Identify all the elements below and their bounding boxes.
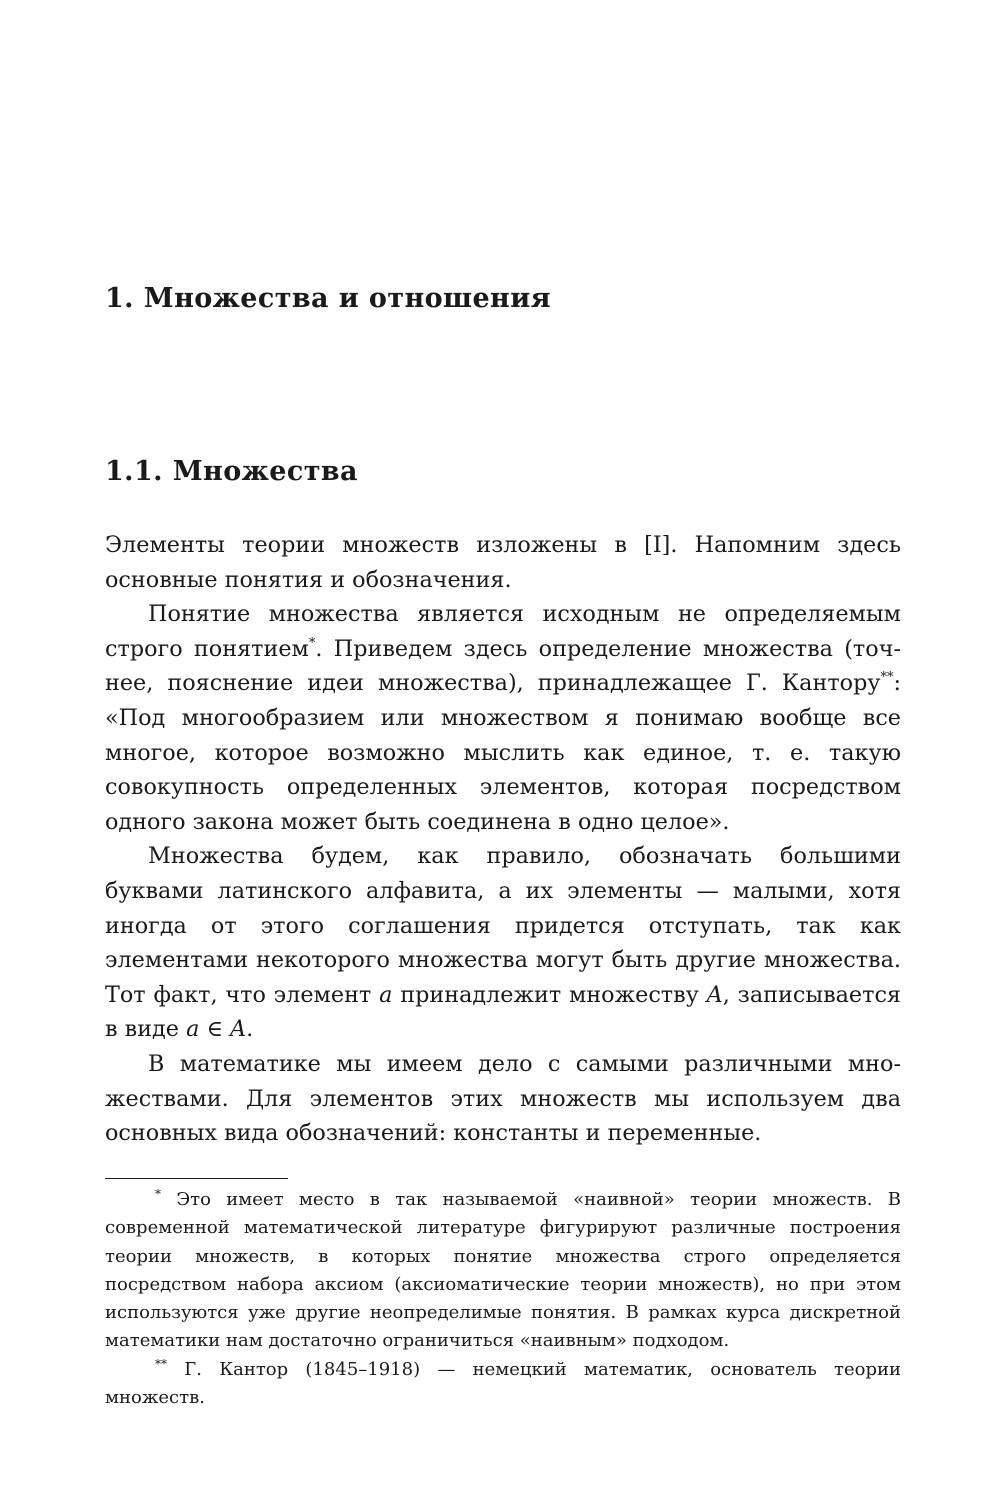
paragraph-text: принадлежит множеству [400, 981, 699, 1008]
math-expression: a ∈ A [186, 1016, 247, 1043]
paragraph-constants-variables: В математике мы имеем дело с самыми различными множествами. Для элементов этих множеств мы используем два основных вида обозначений: константы и переменные. [105, 1050, 901, 1147]
paragraph-cantor-definition [105, 597, 901, 839]
paragraph-notation [105, 839, 901, 1047]
paragraph-intro: Элементы теории множеств изложены в [I]. Напомним здесь основные понятия и обозначения. [105, 532, 901, 593]
footnote-text: Г. Кантор (1845–1918) — немецкий математик, основатель теории множеств. [105, 1358, 901, 1409]
section-title: 1.1. Множества [105, 456, 358, 487]
paragraph-text: . [246, 1016, 254, 1043]
paragraph-text: . Приведем здесь определение множества (точнее, пояснение идеи множества), принадлежащее Г. Кантору [105, 635, 901, 697]
math-variable: a [379, 981, 393, 1008]
footnote-mark-2: ** [880, 670, 894, 686]
body-text [105, 528, 901, 1151]
paragraph-text: Множества будем, как правило, обозначать большими буквами латинского алфавита, а их элементы — малыми, хотя иногда от этого соглашения придется отступать, так как элементами некоторого множества могут быть другие множества. Тот факт, что элемент [105, 843, 901, 1008]
footnote-divider [105, 1178, 288, 1179]
chapter-title: 1. Множества и отношения [105, 283, 551, 314]
paragraph-text: , записывается в виде [105, 981, 901, 1043]
footnotes [105, 1186, 901, 1412]
footnote-2 [105, 1356, 901, 1413]
footnote-marker: * [155, 1187, 161, 1201]
footnote-marker: ** [155, 1356, 167, 1371]
footnote-1 [105, 1186, 901, 1356]
paragraph-text: : «Под многообразием или множеством я понимаю вообще все многое, которое возможно мыслить как единое, т. е. такую совокупность определенных элементов, которая посредством одного закона может быть соединена в одно целое». [105, 670, 901, 835]
footnote-mark-1: * [308, 635, 316, 651]
paragraph-text: Понятие множества является исходным не определяемым строго понятием [105, 601, 901, 662]
footnote-text: Это имеет место в так называемой «наивной» теории множеств. В современной математической литературе фигурируют различные построения теории множеств, в которых понятие множества строго определяется посредством набора аксиом (аксиоматические теории множеств), но при этом используются уже другие неопределимые понятия. В рамках курса дискретной математики нам достаточно ограничиться «наивным» подходом. [105, 1189, 901, 1352]
page [105, 0, 901, 1494]
math-variable: A [706, 981, 723, 1008]
